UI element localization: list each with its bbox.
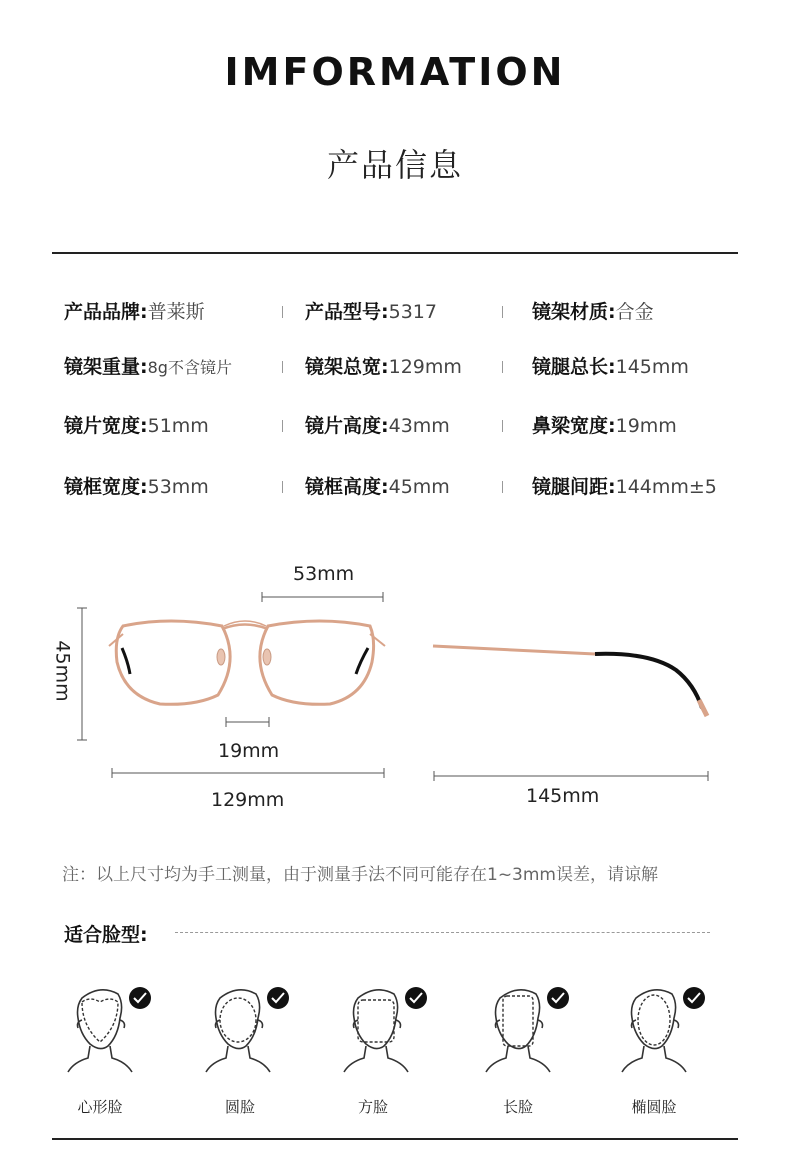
spec-weight: 镜架重量:8g不含镜片 (64, 356, 232, 378)
spec-total-width: 镜架总宽:129mm (305, 356, 462, 378)
spec-brand: 产品品牌:普莱斯 (64, 301, 205, 323)
nose-pads (217, 649, 271, 665)
lens-width-dimension-line (262, 592, 383, 602)
bottom-divider (52, 1138, 738, 1140)
measurement-note: 注：以上尺寸均为手工测量，由于测量手法不同可能存在1~3mm误差，请谅解 (62, 865, 658, 885)
glasses-front-temple-tips (122, 648, 368, 674)
spec-lens-width: 镜片宽度:51mm (64, 415, 209, 437)
frame-height-dimension-line (77, 608, 87, 740)
temple-length-dimension-line (434, 771, 708, 781)
spec-row-1 (64, 297, 744, 327)
lens-width-label: 53mm (293, 563, 355, 585)
spec-row-2 (64, 352, 744, 382)
page-title-cn: 产品信息 (326, 146, 463, 184)
face-label-long: 长脸 (502, 1098, 533, 1116)
glasses-diagram (0, 550, 790, 830)
spec-separator (282, 361, 283, 373)
spec-lens-height: 镜片高度:43mm (305, 415, 450, 437)
spec-separator (502, 420, 503, 432)
face-label-square: 方脸 (357, 1098, 388, 1116)
spec-frame-height: 镜框高度:45mm (305, 476, 450, 498)
spec-separator (282, 481, 283, 493)
spec-bridge-width: 鼻梁宽度:19mm (532, 415, 677, 437)
spec-row-4 (64, 472, 744, 502)
total-width-dimension-line (112, 768, 384, 778)
spec-temple-spacing: 镜腿间距:144mm±5 (532, 476, 717, 498)
face-label-oval: 椭圆脸 (631, 1098, 677, 1116)
spec-material: 镜架材质:合金 (532, 301, 654, 323)
glasses-front-view (109, 621, 385, 704)
face-label-heart: 心形脸 (77, 1098, 123, 1116)
spec-row-3 (64, 411, 744, 441)
bridge-dimension-line (226, 717, 269, 727)
top-divider (52, 252, 738, 254)
square-face-icon (336, 980, 436, 1080)
heart-face-icon (60, 980, 160, 1080)
face-shape-title: 适合脸型: (64, 924, 148, 946)
spec-frame-width: 镜框宽度:53mm (64, 476, 209, 498)
page-title-en: IMFORMATION (224, 50, 566, 94)
spec-temple-length: 镜腿总长:145mm (532, 356, 689, 378)
round-face-icon (198, 980, 298, 1080)
spec-model: 产品型号:5317 (305, 301, 437, 323)
long-face-icon (478, 980, 578, 1080)
temple-length-label: 145mm (526, 785, 600, 807)
face-shape-dashed-divider (175, 932, 710, 933)
spec-separator (502, 306, 503, 318)
spec-separator (502, 361, 503, 373)
oval-face-icon (614, 980, 714, 1080)
frame-height-label: 45mm (51, 640, 74, 702)
spec-separator (502, 481, 503, 493)
spec-separator (282, 420, 283, 432)
face-label-round: 圆脸 (224, 1098, 255, 1116)
bridge-label: 19mm (218, 740, 280, 762)
glasses-side-view (433, 646, 707, 716)
spec-separator (282, 306, 283, 318)
total-width-label: 129mm (211, 789, 285, 811)
